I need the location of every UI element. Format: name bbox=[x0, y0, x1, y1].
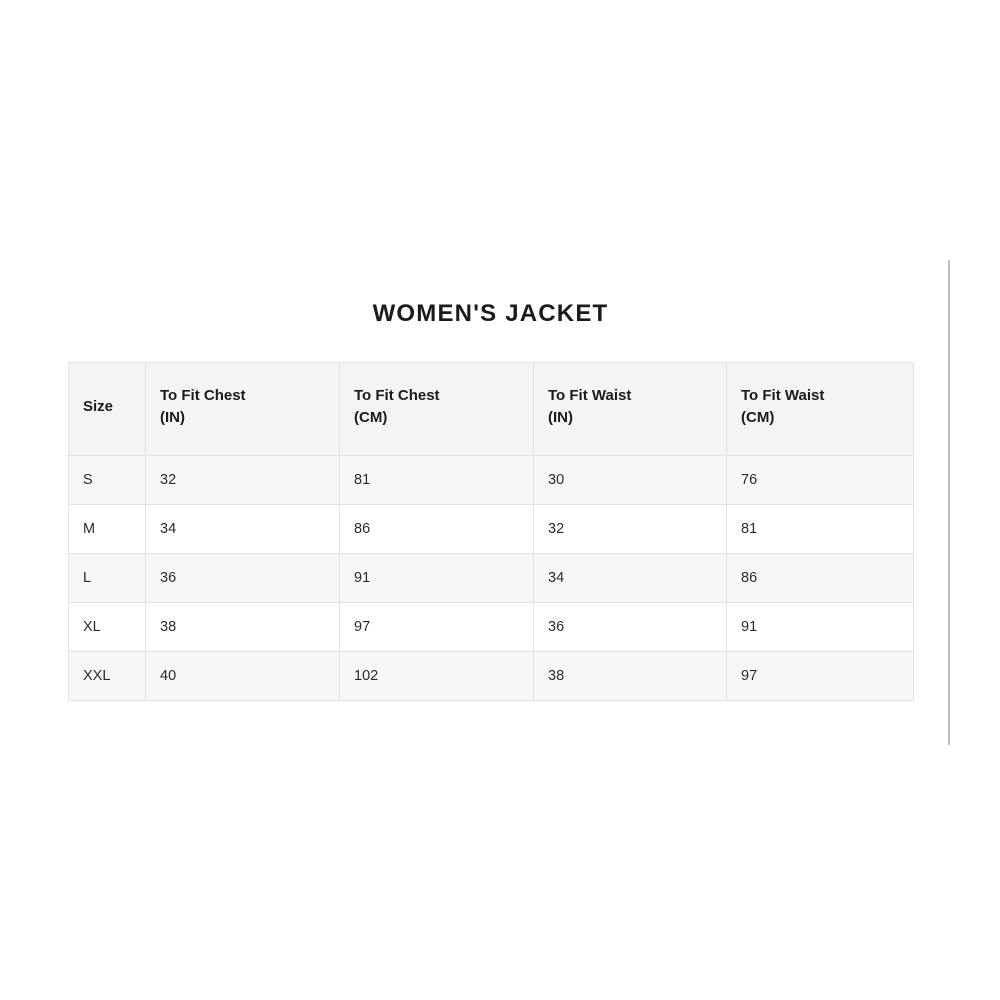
cell-waist-in: 38 bbox=[534, 652, 727, 701]
cell-size: S bbox=[69, 456, 146, 505]
column-header-line1: To Fit Chest bbox=[160, 387, 246, 405]
cell-chest-in: 38 bbox=[146, 603, 340, 652]
cell-size: M bbox=[69, 505, 146, 554]
table-header-row bbox=[69, 363, 914, 456]
cell-waist-cm: 86 bbox=[727, 554, 914, 603]
page-title: WOMEN'S JACKET bbox=[372, 300, 609, 327]
column-header-chest-in bbox=[146, 363, 340, 456]
column-header-waist-in bbox=[534, 363, 727, 456]
column-header-line2: (CM) bbox=[354, 409, 388, 426]
cell-chest-cm: 91 bbox=[340, 554, 534, 603]
cell-waist-cm: 97 bbox=[727, 652, 914, 701]
cell-waist-in: 32 bbox=[534, 505, 727, 554]
column-header-waist-cm bbox=[727, 363, 914, 456]
column-header-line2: (CM) bbox=[741, 409, 775, 426]
cell-chest-cm: 102 bbox=[340, 652, 534, 701]
column-header-line1: To Fit Chest bbox=[354, 387, 440, 405]
cell-waist-in: 36 bbox=[534, 603, 727, 652]
column-header-size bbox=[69, 363, 146, 456]
cell-waist-cm: 81 bbox=[727, 505, 914, 554]
cell-waist-cm: 91 bbox=[727, 603, 914, 652]
column-header-line2: (IN) bbox=[548, 409, 573, 426]
cell-size: L bbox=[69, 554, 146, 603]
table-row bbox=[69, 603, 914, 652]
table-row bbox=[69, 456, 914, 505]
cell-waist-cm: 76 bbox=[727, 456, 914, 505]
cell-chest-in: 36 bbox=[146, 554, 340, 603]
cell-chest-in: 34 bbox=[146, 505, 340, 554]
table-row bbox=[69, 554, 914, 603]
size-chart-panel bbox=[68, 300, 913, 701]
size-chart-table bbox=[68, 362, 914, 701]
table-row bbox=[69, 505, 914, 554]
cell-chest-cm: 97 bbox=[340, 603, 534, 652]
page-edge-divider bbox=[948, 260, 950, 745]
column-header-line1: Size bbox=[83, 398, 114, 416]
cell-chest-in: 40 bbox=[146, 652, 340, 701]
cell-chest-cm: 81 bbox=[340, 456, 534, 505]
cell-waist-in: 30 bbox=[534, 456, 727, 505]
cell-chest-in: 32 bbox=[146, 456, 340, 505]
cell-size: XXL bbox=[69, 652, 146, 701]
cell-waist-in: 34 bbox=[534, 554, 727, 603]
table-row bbox=[69, 652, 914, 701]
column-header-chest-cm bbox=[340, 363, 534, 456]
column-header-line1: To Fit Waist bbox=[548, 387, 632, 405]
column-header-line2: (IN) bbox=[160, 409, 185, 426]
cell-size: XL bbox=[69, 603, 146, 652]
cell-chest-cm: 86 bbox=[340, 505, 534, 554]
column-header-line1: To Fit Waist bbox=[741, 387, 825, 405]
